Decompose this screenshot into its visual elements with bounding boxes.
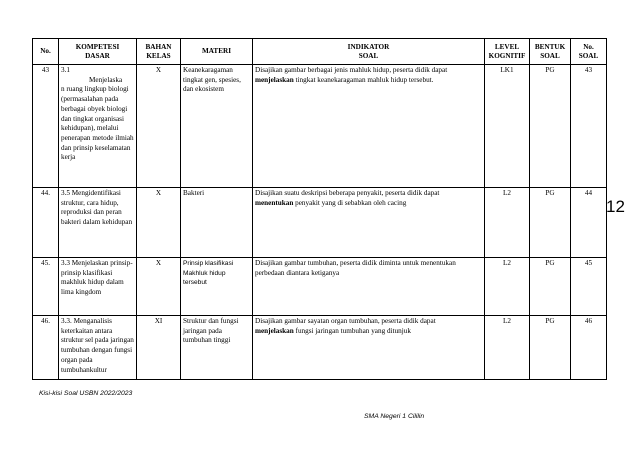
row-kelas: X [137, 65, 181, 188]
row-kompetensi-dasar: 3.3. Menganalisis keterkaitan antara struktur sel pada jaringan tumbuhan dengan fungsi organ pada tumbuhankultur [59, 316, 137, 380]
row-bentuk-soal: PG [530, 188, 571, 258]
row-bentuk-soal: PG [530, 65, 571, 188]
row-no: 44. [33, 188, 59, 258]
header-level-kognitif: LEVEL KOGNITIF [485, 39, 530, 65]
row-level-kognitif: LK1 [485, 65, 530, 188]
header-indikator-soal: INDIKATOR SOAL [253, 39, 485, 65]
row-kompetensi-dasar: 3.5 Mengidentifikasi struktur, cara hidup, reproduksi dan peran bakteri dalam kehidupan [59, 188, 137, 258]
table-row [33, 316, 607, 380]
header-bentuk-soal: BENTUK SOAL [530, 39, 571, 65]
row-materi: Struktur dan fungsi jaringan pada tumbuhan tinggi [181, 316, 253, 380]
row-level-kognitif: L2 [485, 258, 530, 316]
footer-document-title: Kisi-kisi Soal USBN 2022/2023 [39, 390, 133, 397]
row-indikator: Disajikan gambar berbagai jenis mahluk hidup, peserta didik dapat menjelaskan tingkat keanekaragaman mahluk hidup tersebut. [253, 65, 485, 188]
row-no-soal: 44 [571, 188, 607, 258]
row-materi: Prinsip klasifikasi Makhluk hidup tersebut [181, 258, 253, 316]
row-materi: Keanekaragaman tingkat gen, spesies, dan ekosistem [181, 65, 253, 188]
table-header-row [33, 39, 607, 65]
row-materi: Bakteri [181, 188, 253, 258]
row-kompetensi-dasar: 3.3 Menjelaskan prinsip-prinsip klasifikasi makhluk hidup dalam lima kingdom [59, 258, 137, 316]
row-kelas: X [137, 258, 181, 316]
row-indikator: Disajikan suatu deskripsi beberapa penyakit, peserta didik dapat menentukan penyakit yang di sebabkan oleh cacing [253, 188, 485, 258]
table-row [33, 258, 607, 316]
row-kelas: XI [137, 316, 181, 380]
header-kompetensi-dasar: KOMPETESI DASAR [59, 39, 137, 65]
page-number: 12 [606, 197, 625, 216]
header-bahan-kelas: BAHAN KELAS [137, 39, 181, 65]
header-no-soal: No. SOAL [571, 39, 607, 65]
footer-school-name: SMA Negeri 1 Cililin [364, 413, 425, 420]
row-no: 45. [33, 258, 59, 316]
row-no-soal: 46 [571, 316, 607, 380]
row-bentuk-soal: PG [530, 316, 571, 380]
row-no-soal: 45 [571, 258, 607, 316]
row-no: 46. [33, 316, 59, 380]
row-bentuk-soal: PG [530, 258, 571, 316]
table-row [33, 188, 607, 258]
header-no: No. [33, 39, 59, 65]
row-indikator: Disajikan gambar tumbuhan, peserta didik diminta untuk menentukan perbedaan diantara ketiganya [253, 258, 485, 316]
table-row [33, 65, 607, 188]
row-kelas: X [137, 188, 181, 258]
header-materi: MATERI [181, 39, 253, 65]
row-no-soal: 43 [571, 65, 607, 188]
row-level-kognitif: L2 [485, 316, 530, 380]
kisi-kisi-table [32, 38, 607, 380]
row-kompetensi-dasar: 3.1 Menjelaska n ruang lingkup biologi (permasalahan pada berbagai obyek biologi dan tingkat organisasi kehidupan), melalui penerapan metode ilmiah dan prinsip keselamatan kerja [59, 65, 137, 188]
row-level-kognitif: L2 [485, 188, 530, 258]
row-indikator: Disajikan gambar sayatan organ tumbuhan, peserta didik dapat menjelaskan fungsi jaringan tumbuhan yang ditunjuk [253, 316, 485, 380]
row-no: 43 [33, 65, 59, 188]
